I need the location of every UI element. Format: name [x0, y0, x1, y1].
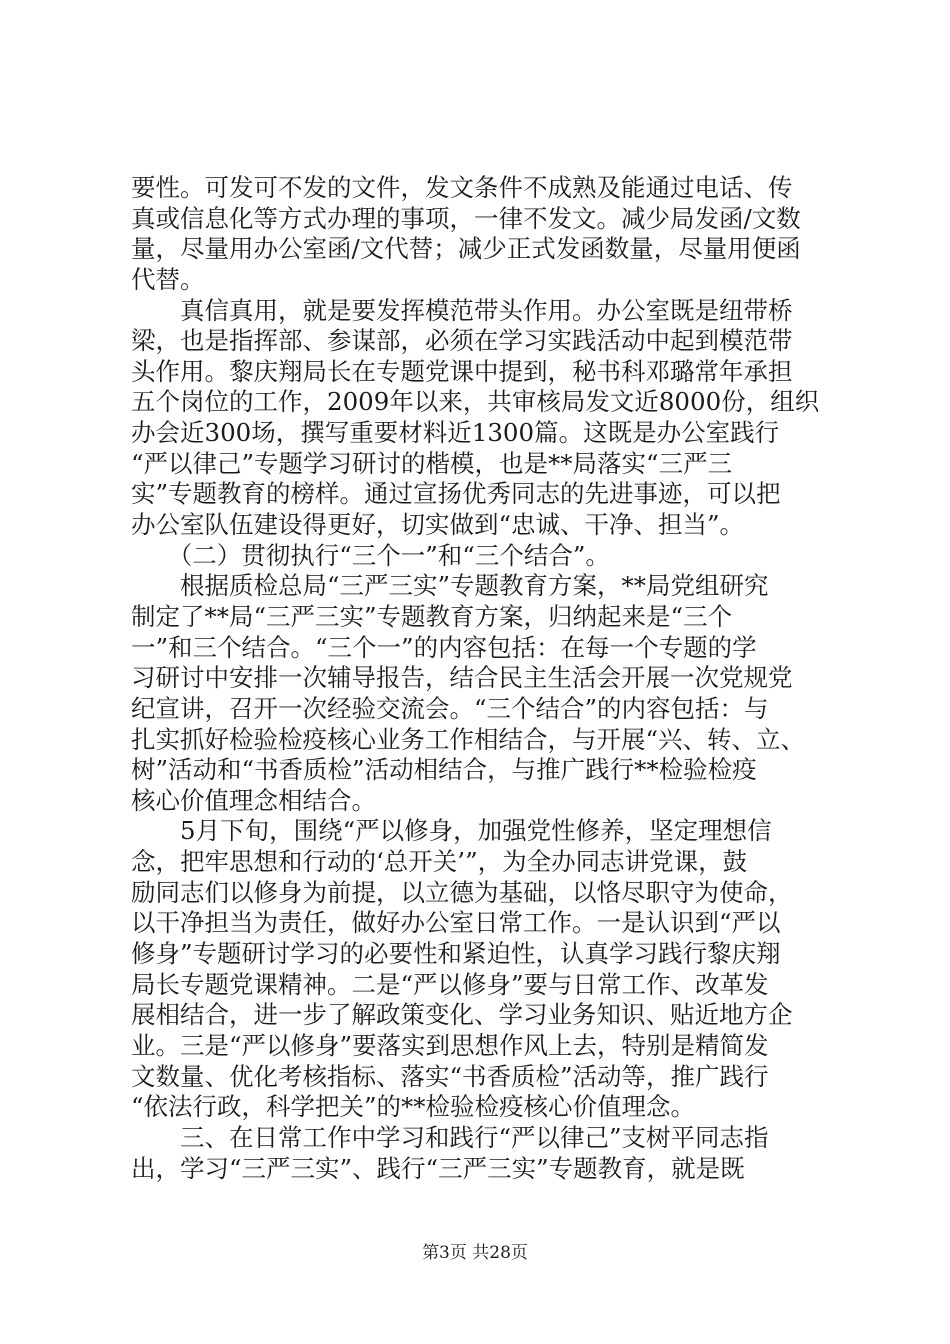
text-line: 一”和三个结合。“三个一”的内容包括：在每一个专题的学 [131, 632, 757, 662]
text-line: 梁，也是指挥部、参谋部，必须在学习实践活动中起到模范带 [131, 326, 793, 356]
text-line: 五个岗位的工作，2009年以来，共审核局发文近8000份，组织 [131, 387, 820, 417]
text-line: 修身”专题研讨学习的必要性和紧迫性，认真学习践行黎庆翔 [131, 939, 781, 969]
text-line: 根据质检总局“三严三实”专题教育方案，**局党组研究 [131, 571, 769, 601]
text-line: 展相结合，进一步了解政策变化、学习业务知识、贴近地方企 [131, 1000, 793, 1030]
text-line: 三、在日常工作中学习和践行“严以律己”支树平同志指 [131, 1122, 769, 1152]
text-line: 制定了**局“三严三实”专题教育方案，归纳起来是“三个 [131, 601, 733, 631]
text-line: 树”活动和“书香质检”活动相结合，与推广践行**检验检疫 [131, 755, 757, 785]
text-line: 业。三是“严以修身”要落实到思想作风上去，特别是精简发 [131, 1030, 769, 1060]
text-line: 5月下旬，围绕“严以修身，加强党性修养，坚定理想信 [131, 816, 772, 846]
text-line: （二）贯彻执行“三个一”和“三个结合”。 [131, 540, 610, 570]
text-line: 头作用。黎庆翔局长在专题党课中提到，秘书科邓璐常年承担 [131, 356, 793, 386]
text-line: 习研讨中安排一次辅导报告，结合民主生活会开展一次党规党 [131, 663, 793, 693]
text-line: 代替。 [131, 264, 205, 294]
text-line: 要性。可发可不发的文件，发文条件不成熟及能通过电话、传 [131, 173, 793, 202]
text-line: 励同志们以修身为前提，以立德为基础，以恪尽职守为使命， [131, 877, 793, 907]
text-line: 办公室队伍建设得更好，切实做到“忠诚、干净、担当”。 [131, 510, 745, 540]
text-line: 扎实抓好检验检疫核心业务工作相结合，与开展“兴、转、立、 [131, 724, 806, 754]
document-body [131, 173, 831, 1184]
page-footer: 第3页 共28页 [422, 1243, 528, 1263]
text-line: 真信真用，就是要发挥模范带头作用。办公室既是纽带桥 [131, 295, 793, 325]
text-line: 纪宣讲，召开一次经验交流会。“三个结合”的内容包括：与 [131, 693, 769, 723]
text-line: 出，学习“三严三实”、践行“三严三实”专题教育，就是既 [131, 1153, 745, 1183]
text-line: “严以律己”专题学习研讨的楷模，也是**局落实“三严三 [131, 448, 733, 478]
text-line: 实”专题教育的榜样。通过宣扬优秀同志的先进事迹，可以把 [131, 479, 781, 509]
text-line: 办会近300场，撰写重要材料近1300篇。这既是办公室践行 [131, 418, 780, 448]
text-line: “依法行政，科学把关”的**检验检疫核心价值理念。 [131, 1092, 696, 1122]
text-line: 局长专题党课精神。二是“严以修身”要与日常工作、改革发 [131, 969, 769, 999]
text-line: 真或信息化等方式办理的事项，一律不发文。减少局发函/文数 [131, 203, 801, 233]
text-line: 以干净担当为责任，做好办公室日常工作。一是认识到“严以 [131, 908, 781, 938]
text-line: 核心价值理念相结合。 [131, 785, 376, 815]
text-line: 念，把牢思想和行动的‘总开关’”，为全办同志讲党课，鼓 [131, 847, 748, 877]
text-line: 文数量、优化考核指标、落实“书香质检”活动等，推广践行 [131, 1061, 769, 1091]
text-line: 量，尽量用办公室函/文代替；减少正式发函数量，尽量用便函 [131, 234, 801, 264]
